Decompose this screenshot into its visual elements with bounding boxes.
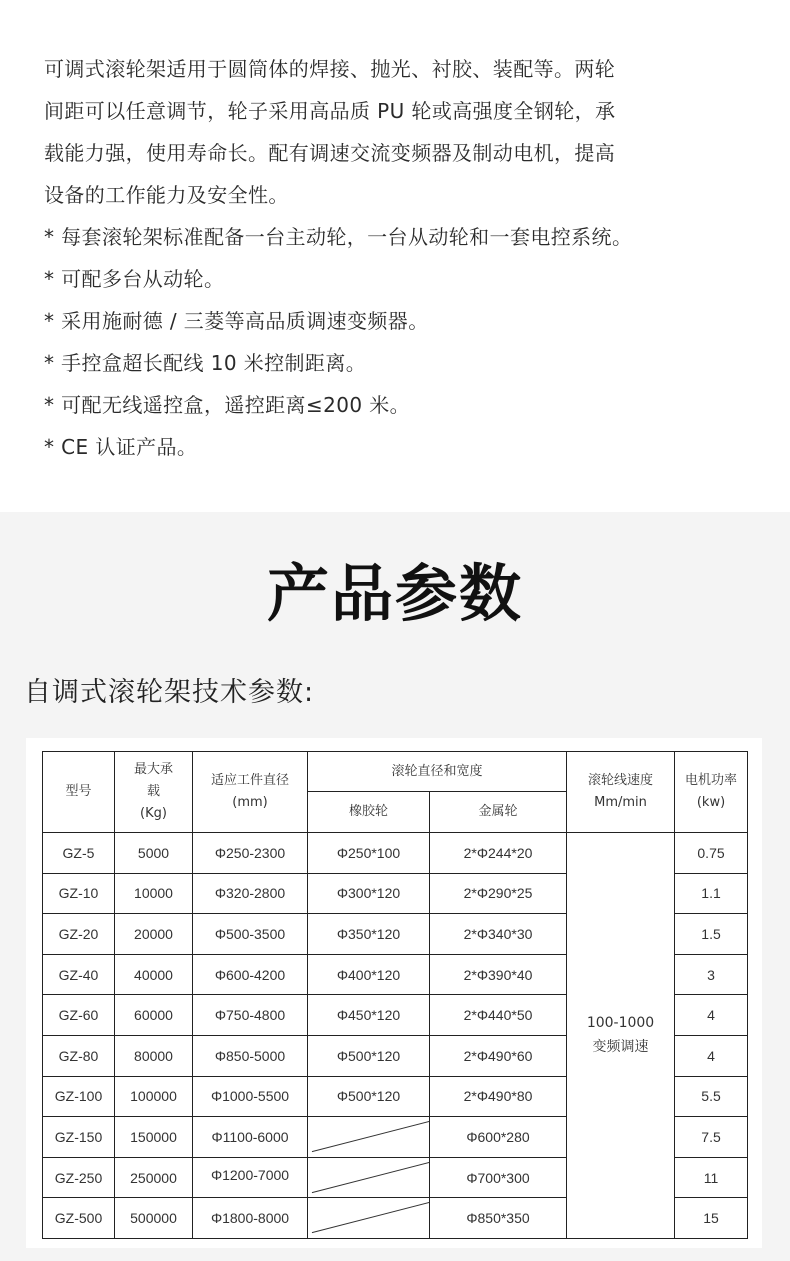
cell-range: Φ1800-8000 bbox=[193, 1198, 308, 1239]
cell-power: 15 bbox=[675, 1198, 748, 1239]
cell-rubber: Φ350*120 bbox=[308, 914, 430, 955]
header-max-load-unit: (Kg) bbox=[140, 806, 167, 821]
feature-item: * 可配多台从动轮。 bbox=[44, 267, 225, 291]
spec-table bbox=[42, 751, 748, 1239]
cell-range: Φ1200-7000 bbox=[193, 1157, 308, 1198]
feature-item: * 每套滚轮架标准配备一台主动轮，一台从动轮和一套电控系统。 bbox=[44, 225, 633, 249]
header-max-load-line2: 载 bbox=[146, 784, 160, 799]
cell-range: Φ320-2800 bbox=[193, 873, 308, 914]
table-card bbox=[26, 738, 762, 1248]
cell-model: GZ-20 bbox=[43, 914, 115, 955]
header-diameter bbox=[193, 752, 308, 833]
cell-load: 500000 bbox=[115, 1198, 193, 1239]
cell-power: 1.5 bbox=[675, 914, 748, 955]
feature-item: * 采用施耐德 / 三菱等高品质调速变频器。 bbox=[44, 309, 429, 333]
feature-item: * 手控盒超长配线 10 米控制距离。 bbox=[44, 351, 367, 375]
cell-speed-merged bbox=[567, 833, 675, 1239]
cell-load: 150000 bbox=[115, 1117, 193, 1158]
cell-rubber: Φ450*120 bbox=[308, 995, 430, 1036]
header-diameter-unit: (mm) bbox=[232, 795, 268, 810]
cell-metal: Φ850*350 bbox=[430, 1198, 567, 1239]
cell-power: 4 bbox=[675, 1035, 748, 1076]
header-wheel-group: 滚轮直径和宽度 bbox=[308, 752, 567, 792]
intro-line: 设备的工作能力及安全性。 bbox=[44, 183, 289, 207]
cell-range: Φ250-2300 bbox=[193, 833, 308, 874]
cell-model: GZ-5 bbox=[43, 833, 115, 874]
table-row bbox=[43, 833, 748, 874]
cell-load: 40000 bbox=[115, 954, 193, 995]
cell-load: 250000 bbox=[115, 1157, 193, 1198]
feature-list bbox=[44, 216, 746, 468]
cell-model: GZ-100 bbox=[43, 1076, 115, 1117]
cell-metal: Φ700*300 bbox=[430, 1157, 567, 1198]
intro-paragraph bbox=[44, 48, 746, 216]
cell-rubber: Φ500*120 bbox=[308, 1035, 430, 1076]
diagonal-slash bbox=[308, 1198, 429, 1238]
cell-model: GZ-10 bbox=[43, 873, 115, 914]
cell-rubber-empty bbox=[308, 1157, 430, 1198]
header-speed-unit: Mm/min bbox=[594, 795, 647, 810]
cell-model: GZ-40 bbox=[43, 954, 115, 995]
cell-rubber: Φ300*120 bbox=[308, 873, 430, 914]
cell-load: 10000 bbox=[115, 873, 193, 914]
cell-rubber: Φ250*100 bbox=[308, 833, 430, 874]
speed-mode: 变频调速 bbox=[592, 1039, 649, 1056]
table-title: 自调式滚轮架技术参数: bbox=[24, 677, 315, 708]
header-power bbox=[675, 752, 748, 833]
cell-model: GZ-60 bbox=[43, 995, 115, 1036]
header-model: 型号 bbox=[43, 752, 115, 833]
cell-model: GZ-500 bbox=[43, 1198, 115, 1239]
cell-power: 11 bbox=[675, 1157, 748, 1198]
header-metal: 金属轮 bbox=[430, 792, 567, 833]
cell-rubber-empty bbox=[308, 1198, 430, 1239]
header-max-load bbox=[115, 752, 193, 833]
cell-power: 3 bbox=[675, 954, 748, 995]
cell-range: Φ1000-5500 bbox=[193, 1076, 308, 1117]
cell-rubber: Φ400*120 bbox=[308, 954, 430, 995]
header-power-unit: (kw) bbox=[696, 795, 726, 810]
cell-load: 100000 bbox=[115, 1076, 193, 1117]
intro-line: 间距可以任意调节，轮子采用高品质 PU 轮或高强度全钢轮，承 bbox=[44, 99, 616, 123]
cell-range: Φ500-3500 bbox=[193, 914, 308, 955]
cell-metal: 2*Φ290*25 bbox=[430, 873, 567, 914]
cell-load: 80000 bbox=[115, 1035, 193, 1076]
cell-rubber: Φ500*120 bbox=[308, 1076, 430, 1117]
diagonal-slash bbox=[308, 1117, 429, 1157]
cell-model: GZ-80 bbox=[43, 1035, 115, 1076]
cell-power: 0.75 bbox=[675, 833, 748, 874]
header-diameter-label: 适应工件直径 bbox=[210, 773, 289, 788]
diagonal-slash bbox=[308, 1158, 429, 1198]
cell-power: 4 bbox=[675, 995, 748, 1036]
cell-power: 7.5 bbox=[675, 1117, 748, 1158]
header-rubber: 橡胶轮 bbox=[308, 792, 430, 833]
cell-range: Φ750-4800 bbox=[193, 995, 308, 1036]
cell-power: 5.5 bbox=[675, 1076, 748, 1117]
cell-power: 1.1 bbox=[675, 873, 748, 914]
cell-metal: 2*Φ490*60 bbox=[430, 1035, 567, 1076]
cell-rubber-empty bbox=[308, 1117, 430, 1158]
intro-line: 载能力强，使用寿命长。配有调速交流变频器及制动电机，提高 bbox=[44, 141, 616, 165]
cell-metal: 2*Φ244*20 bbox=[430, 833, 567, 874]
speed-value: 100-1000 bbox=[586, 1015, 655, 1032]
feature-item: * CE 认证产品。 bbox=[44, 435, 198, 459]
cell-range: Φ850-5000 bbox=[193, 1035, 308, 1076]
cell-metal: 2*Φ340*30 bbox=[430, 914, 567, 955]
cell-load: 5000 bbox=[115, 833, 193, 874]
section-title: 产品参数 bbox=[266, 557, 523, 630]
cell-metal: 2*Φ440*50 bbox=[430, 995, 567, 1036]
header-speed-label: 滚轮线速度 bbox=[588, 773, 654, 788]
cell-model: GZ-250 bbox=[43, 1157, 115, 1198]
cell-range: Φ1100-6000 bbox=[193, 1117, 308, 1158]
feature-item: * 可配无线遥控盒，遥控距离≤200 米。 bbox=[44, 393, 411, 417]
cell-metal: 2*Φ490*80 bbox=[430, 1076, 567, 1117]
cell-model: GZ-150 bbox=[43, 1117, 115, 1158]
header-power-label: 电机功率 bbox=[685, 773, 738, 788]
intro-section bbox=[0, 0, 790, 512]
cell-metal: Φ600*280 bbox=[430, 1117, 567, 1158]
cell-load: 60000 bbox=[115, 995, 193, 1036]
cell-load: 20000 bbox=[115, 914, 193, 955]
cell-metal: 2*Φ390*40 bbox=[430, 954, 567, 995]
cell-range: Φ600-4200 bbox=[193, 954, 308, 995]
header-max-load-line1: 最大承 bbox=[133, 762, 173, 777]
header-speed bbox=[567, 752, 675, 833]
intro-line: 可调式滚轮架适用于圆筒体的焊接、抛光、衬胶、装配等。两轮 bbox=[44, 57, 616, 81]
